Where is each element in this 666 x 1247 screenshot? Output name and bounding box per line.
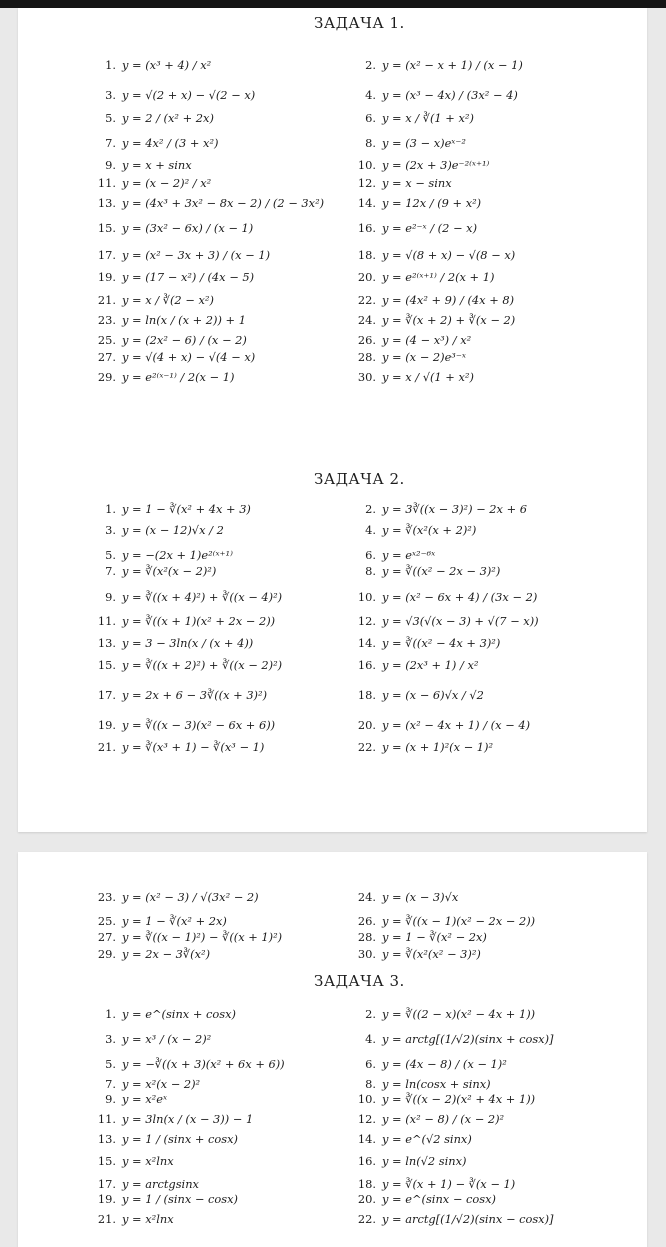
formula-item <box>352 333 471 347</box>
formula-item <box>352 1154 466 1168</box>
formula-number: 4. <box>365 88 376 102</box>
formula-item <box>352 1007 535 1021</box>
formula-item <box>352 1192 496 1206</box>
formula-number: 22. <box>357 293 376 307</box>
formula-expression: y = ∛(x²(x² − 3)²) <box>382 947 481 961</box>
formula-number: 3. <box>105 1032 116 1046</box>
formula-number: 21. <box>97 740 116 754</box>
formula-expression: y = ∛(x + 2) + ∛(x − 2) <box>382 313 516 327</box>
formula-item <box>352 88 518 102</box>
formula-item <box>352 930 487 944</box>
formula-expression: y = arctg[(1/√2)(sinx + cosx)] <box>382 1032 554 1046</box>
formula-expression: y = eˣ²⁻⁶ˣ <box>382 548 436 562</box>
formula-number: 5. <box>105 1057 116 1071</box>
formula-item <box>352 688 484 702</box>
formula-expression: y = ∛((x² − 4x + 3)²) <box>382 636 501 650</box>
formula-number: 3. <box>105 523 116 537</box>
formula-item <box>92 1077 200 1091</box>
formula-item <box>92 1092 167 1106</box>
task2-heading: ЗАДАЧА 2. <box>314 470 405 488</box>
formula-expression: y = √(4 + x) − √(4 − x) <box>122 350 256 364</box>
formula-number: 8. <box>365 136 376 150</box>
formula-expression: y = (x² − 3) / √(3x² − 2) <box>122 890 259 904</box>
formula-item <box>92 1032 211 1046</box>
formula-number: 1. <box>105 1007 116 1021</box>
formula-expression: y = ln(√2 sinx) <box>382 1154 467 1168</box>
formula-expression: y = 2 / (x² + 2x) <box>122 111 214 125</box>
formula-expression: y = e^(√2 sinx) <box>382 1132 472 1146</box>
top-status-bar <box>0 0 666 8</box>
formula-number: 23. <box>97 890 116 904</box>
formula-expression: y = (x − 2)² / x² <box>122 176 212 190</box>
formula-expression: y = (4x − 8) / (x − 1)² <box>382 1057 507 1071</box>
formula-number: 6. <box>365 548 376 562</box>
formula-number: 9. <box>105 1092 116 1106</box>
formula-number: 10. <box>357 1092 376 1106</box>
formula-item <box>92 636 253 650</box>
formula-expression: y = e²⁽ˣ⁺¹⁾ / 2(x + 1) <box>382 270 495 284</box>
formula-expression: y = 1 − ∛(x² − 2x) <box>382 930 487 944</box>
formula-item <box>352 658 478 672</box>
formula-number: 20. <box>357 718 376 732</box>
formula-expression: y = x²lnx <box>122 1154 174 1168</box>
document-page-2 <box>18 852 647 1247</box>
formula-item <box>352 1032 554 1046</box>
formula-item <box>352 718 530 732</box>
formula-number: 30. <box>357 947 376 961</box>
formula-number: 6. <box>365 1057 376 1071</box>
formula-item <box>92 350 255 364</box>
formula-item <box>92 947 210 961</box>
formula-number: 25. <box>97 333 116 347</box>
formula-item <box>92 88 255 102</box>
formula-item <box>352 890 458 904</box>
formula-expression: y = √3(√(x − 3) + √(7 − x)) <box>382 614 539 628</box>
task1-heading: ЗАДАЧА 1. <box>314 14 405 32</box>
formula-item <box>92 930 282 944</box>
formula-number: 8. <box>365 1077 376 1091</box>
formula-number: 20. <box>357 1192 376 1206</box>
formula-number: 14. <box>357 1132 376 1146</box>
formula-expression: y = (x² − 6x + 4) / (3x − 2) <box>382 590 538 604</box>
document-page-1 <box>18 8 647 832</box>
formula-item <box>92 548 233 562</box>
formula-expression: y = 1 / (sinx − cosx) <box>122 1192 238 1206</box>
formula-item <box>352 636 500 650</box>
formula-number: 15. <box>97 1154 116 1168</box>
formula-number: 7. <box>105 1077 116 1091</box>
formula-expression: y = x³ / (x − 2)² <box>122 1032 212 1046</box>
formula-item <box>352 1177 515 1191</box>
formula-number: 22. <box>357 740 376 754</box>
formula-number: 5. <box>105 111 116 125</box>
formula-expression: y = (2x² − 6) / (x − 2) <box>122 333 247 347</box>
formula-expression: y = (17 − x²) / (4x − 5) <box>122 270 255 284</box>
formula-item <box>352 221 477 235</box>
formula-number: 11. <box>97 1112 116 1126</box>
formula-number: 12. <box>357 614 376 628</box>
formula-item <box>92 564 216 578</box>
formula-item <box>352 136 466 150</box>
formula-expression: y = (4 − x³) / x² <box>382 333 472 347</box>
formula-expression: y = ∛((2 − x)(x² − 4x + 1)) <box>382 1007 536 1021</box>
formula-item <box>92 1007 236 1021</box>
formula-number: 19. <box>97 718 116 732</box>
formula-number: 24. <box>357 313 376 327</box>
formula-number: 14. <box>357 636 376 650</box>
formula-item <box>352 1212 554 1226</box>
formula-expression: y = (3 − x)eˣ⁻² <box>382 136 466 150</box>
formula-expression: y = 1 / (sinx + cosx) <box>122 1132 238 1146</box>
formula-item <box>352 196 481 210</box>
formula-item <box>352 313 515 327</box>
formula-number: 17. <box>97 1177 116 1191</box>
formula-expression: y = e²⁽ˣ⁻¹⁾ / 2(x − 1) <box>122 370 235 384</box>
formula-item <box>352 370 474 384</box>
formula-expression: y = (x − 2)e³⁻ˣ <box>382 350 466 364</box>
formula-item <box>92 523 224 537</box>
formula-expression: y = x − sinx <box>382 176 452 190</box>
formula-expression: y = x²lnx <box>122 1212 174 1226</box>
formula-expression: y = ∛(x²(x + 2)²) <box>382 523 477 537</box>
formula-number: 17. <box>97 248 116 262</box>
formula-number: 19. <box>97 1192 116 1206</box>
formula-item <box>92 196 324 210</box>
formula-expression: y = 1 − ∛(x² + 4x + 3) <box>122 502 251 516</box>
formula-expression: y = (2x + 3)e⁻²⁽ˣ⁺¹⁾ <box>382 158 490 172</box>
formula-number: 15. <box>97 658 116 672</box>
formula-item <box>352 293 514 307</box>
formula-item <box>352 176 452 190</box>
formula-number: 28. <box>357 350 376 364</box>
formula-item <box>352 548 435 562</box>
formula-expression: y = (2x³ + 1) / x² <box>382 658 479 672</box>
formula-item <box>92 1212 174 1226</box>
formula-expression: y = x / √(1 + x²) <box>382 370 474 384</box>
formula-expression: y = ∛(x³ + 1) − ∛(x³ − 1) <box>122 740 265 754</box>
formula-number: 6. <box>365 111 376 125</box>
formula-item <box>92 293 214 307</box>
formula-expression: y = ∛((x − 3)(x² − 6x + 6)) <box>122 718 276 732</box>
formula-item <box>92 890 259 904</box>
formula-item <box>92 248 270 262</box>
formula-number: 8. <box>365 564 376 578</box>
formula-number: 29. <box>97 947 116 961</box>
formula-expression: y = 2x + 6 − 3∛((x + 3)²) <box>122 688 268 702</box>
formula-expression: y = x / ∛(2 − x²) <box>122 293 214 307</box>
formula-item <box>92 1112 253 1126</box>
formula-number: 26. <box>357 914 376 928</box>
formula-expression: y = 3 − 3ln(x / (x + 4)) <box>122 636 254 650</box>
formula-number: 22. <box>357 1212 376 1226</box>
formula-expression: y = (x + 1)²(x − 1)² <box>382 740 494 754</box>
formula-expression: y = ∛((x + 4)²) + ∛((x − 4)²) <box>122 590 283 604</box>
formula-expression: y = ln(cosx + sinx) <box>382 1077 491 1091</box>
formula-expression: y = (x³ + 4) / x² <box>122 58 212 72</box>
formula-number: 11. <box>97 614 116 628</box>
formula-item <box>92 1192 238 1206</box>
formula-item <box>352 590 537 604</box>
formula-item <box>92 221 253 235</box>
formula-number: 1. <box>105 502 116 516</box>
formula-number: 10. <box>357 158 376 172</box>
formula-expression: y = 12x / (9 + x²) <box>382 196 482 210</box>
formula-item <box>352 111 474 125</box>
formula-number: 26. <box>357 333 376 347</box>
formula-item <box>352 158 489 172</box>
formula-item <box>352 1092 535 1106</box>
formula-item <box>92 688 267 702</box>
formula-number: 13. <box>97 1132 116 1146</box>
formula-expression: y = ∛(x + 1) − ∛(x − 1) <box>382 1177 516 1191</box>
formula-expression: y = ln(x / (x + 2)) + 1 <box>122 313 246 327</box>
formula-number: 25. <box>97 914 116 928</box>
formula-item <box>92 740 264 754</box>
formula-number: 24. <box>357 890 376 904</box>
formula-expression: y = ∛((x² − 2x − 3)²) <box>382 564 501 578</box>
formula-item <box>92 1154 174 1168</box>
formula-item <box>92 1177 199 1191</box>
formula-number: 7. <box>105 136 116 150</box>
formula-item <box>352 1112 504 1126</box>
formula-expression: y = (4x² + 9) / (4x + 8) <box>382 293 515 307</box>
formula-expression: y = ∛((x + 1)(x² + 2x − 2)) <box>122 614 276 628</box>
formula-item <box>352 947 481 961</box>
formula-number: 1. <box>105 58 116 72</box>
formula-number: 9. <box>105 590 116 604</box>
formula-number: 21. <box>97 1212 116 1226</box>
formula-number: 27. <box>97 930 116 944</box>
formula-expression: y = √(8 + x) − √(8 − x) <box>382 248 516 262</box>
formula-item <box>92 718 275 732</box>
formula-number: 16. <box>357 1154 376 1168</box>
formula-expression: y = −∛((x + 3)(x² + 6x + 6)) <box>122 1057 285 1071</box>
formula-item <box>92 270 254 284</box>
formula-item <box>352 740 493 754</box>
formula-expression: y = e²⁻ˣ / (2 − x) <box>382 221 478 235</box>
formula-item <box>352 58 523 72</box>
formula-number: 20. <box>357 270 376 284</box>
formula-number: 30. <box>357 370 376 384</box>
formula-item <box>92 333 247 347</box>
formula-number: 17. <box>97 688 116 702</box>
formula-item <box>92 1057 285 1071</box>
formula-item <box>92 111 214 125</box>
formula-expression: y = 4x² / (3 + x²) <box>122 136 219 150</box>
formula-number: 11. <box>97 176 116 190</box>
formula-expression: y = ∛(x²(x − 2)²) <box>122 564 217 578</box>
formula-expression: y = ∛((x − 1)(x² − 2x − 2)) <box>382 914 536 928</box>
formula-number: 23. <box>97 313 116 327</box>
formula-number: 27. <box>97 350 116 364</box>
task3-heading: ЗАДАЧА 3. <box>314 972 405 990</box>
formula-item <box>92 614 275 628</box>
formula-number: 10. <box>357 590 376 604</box>
formula-item <box>352 270 494 284</box>
formula-item <box>92 1132 238 1146</box>
formula-item <box>92 313 246 327</box>
formula-expression: y = e^(sinx − cosx) <box>382 1192 496 1206</box>
formula-number: 3. <box>105 88 116 102</box>
formula-number: 13. <box>97 636 116 650</box>
formula-expression: y = (x³ − 4x) / (3x² − 4) <box>382 88 518 102</box>
formula-number: 9. <box>105 158 116 172</box>
formula-expression: y = (4x³ + 3x² − 8x − 2) / (2 − 3x²) <box>122 196 325 210</box>
formula-item <box>352 564 500 578</box>
formula-item <box>92 502 251 516</box>
formula-number: 28. <box>357 930 376 944</box>
formula-item <box>92 176 211 190</box>
formula-number: 18. <box>357 1177 376 1191</box>
formula-number: 2. <box>365 502 376 516</box>
formula-number: 18. <box>357 248 376 262</box>
formula-item <box>352 1132 472 1146</box>
formula-number: 14. <box>357 196 376 210</box>
formula-expression: y = ∛((x + 2)²) + ∛((x − 2)²) <box>122 658 283 672</box>
formula-expression: y = (3x² − 6x) / (x − 1) <box>122 221 254 235</box>
formula-item <box>92 914 227 928</box>
formula-item <box>352 502 527 516</box>
formula-number: 13. <box>97 196 116 210</box>
formula-expression: y = e^(sinx + cosx) <box>122 1007 236 1021</box>
formula-number: 2. <box>365 1007 376 1021</box>
formula-expression: y = (x² − x + 1) / (x − 1) <box>382 58 523 72</box>
formula-expression: y = 3∛((x − 3)²) − 2x + 6 <box>382 502 528 516</box>
formula-item <box>352 614 539 628</box>
formula-item <box>92 136 218 150</box>
formula-expression: y = ∛((x − 1)²) − ∛((x + 1)²) <box>122 930 283 944</box>
formula-number: 18. <box>357 688 376 702</box>
formula-number: 15. <box>97 221 116 235</box>
formula-number: 2. <box>365 58 376 72</box>
formula-number: 7. <box>105 564 116 578</box>
formula-item <box>352 1057 507 1071</box>
formula-number: 12. <box>357 1112 376 1126</box>
formula-expression: y = (x − 6)√x / √2 <box>382 688 484 702</box>
formula-item <box>92 370 234 384</box>
formula-expression: y = 1 − ∛(x² + 2x) <box>122 914 227 928</box>
formula-expression: y = arctgsinx <box>122 1177 199 1191</box>
formula-expression: y = (x² − 3x + 3) / (x − 1) <box>122 248 271 262</box>
formula-expression: y = x + sinx <box>122 158 192 172</box>
formula-expression: y = x²eˣ <box>122 1092 167 1106</box>
formula-expression: y = 2x − 3∛(x²) <box>122 947 211 961</box>
formula-expression: y = (x − 12)√x / 2 <box>122 523 224 537</box>
formula-item <box>92 158 192 172</box>
formula-expression: y = (x² − 8) / (x − 2)² <box>382 1112 505 1126</box>
formula-number: 21. <box>97 293 116 307</box>
formula-item <box>352 1077 491 1091</box>
formula-expression: y = −(2x + 1)e²⁽ˣ⁺¹⁾ <box>122 548 233 562</box>
formula-expression: y = √(2 + x) − √(2 − x) <box>122 88 256 102</box>
formula-item <box>92 658 282 672</box>
formula-expression: y = x²(x − 2)² <box>122 1077 201 1091</box>
formula-item <box>352 350 466 364</box>
formula-number: 4. <box>365 1032 376 1046</box>
formula-expression: y = (x² − 4x + 1) / (x − 4) <box>382 718 531 732</box>
formula-expression: y = arctg[(1/√2)(sinx − cosx)] <box>382 1212 554 1226</box>
formula-number: 16. <box>357 221 376 235</box>
formula-number: 5. <box>105 548 116 562</box>
formula-item <box>92 58 211 72</box>
formula-expression: y = x / ∛(1 + x²) <box>382 111 474 125</box>
formula-number: 4. <box>365 523 376 537</box>
formula-number: 29. <box>97 370 116 384</box>
formula-expression: y = (x − 3)√x <box>382 890 459 904</box>
formula-item <box>352 914 535 928</box>
formula-item <box>352 523 476 537</box>
formula-number: 19. <box>97 270 116 284</box>
formula-expression: y = ∛((x − 2)(x² + 4x + 1)) <box>382 1092 536 1106</box>
formula-item <box>352 248 515 262</box>
formula-number: 16. <box>357 658 376 672</box>
formula-expression: y = 3ln(x / (x − 3)) − 1 <box>122 1112 254 1126</box>
formula-number: 12. <box>357 176 376 190</box>
formula-item <box>92 590 282 604</box>
